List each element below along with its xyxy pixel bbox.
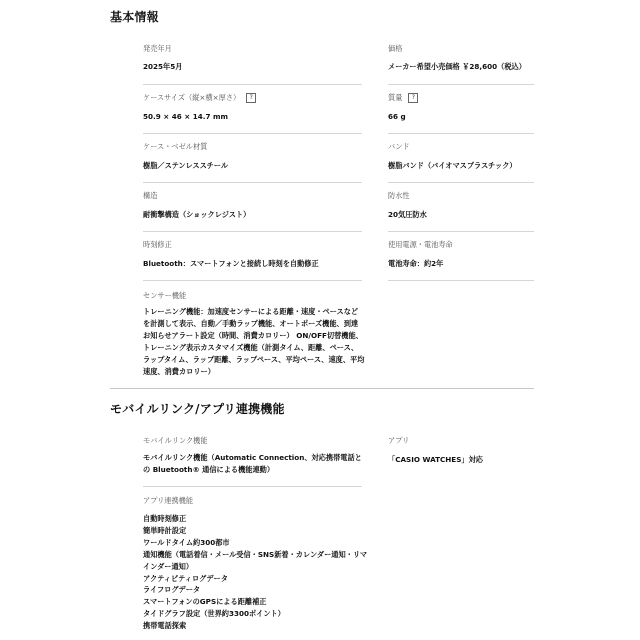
help-icon[interactable]: ? <box>246 93 256 103</box>
case-size-label-text: ケースサイズ（縦×横×厚さ） <box>143 93 241 102</box>
divider <box>143 280 362 281</box>
section-title-mobile: モバイルリンク/アプリ連携機能 <box>110 402 285 416</box>
divider <box>388 133 534 134</box>
material-label: ケース・ベゼル材質 <box>143 142 208 151</box>
weight-label-text: 質量 <box>388 93 403 102</box>
case-size-label <box>143 93 256 103</box>
water-value: 20気圧防水 <box>388 210 427 219</box>
divider <box>143 182 362 183</box>
list-item: 携帯電話探索 <box>143 621 187 631</box>
weight-value: 66 g <box>388 112 406 121</box>
power-label: 使用電源・電池寿命 <box>388 240 453 249</box>
list-item: ワールドタイム約300都市 <box>143 537 230 547</box>
divider <box>143 84 362 85</box>
section-title-basic: 基本情報 <box>110 10 159 24</box>
list-item: ライフログデータ <box>143 585 201 595</box>
weight-label <box>388 93 418 103</box>
power-value: 電池寿命：約2年 <box>388 259 444 268</box>
band-label: バンド <box>388 142 410 151</box>
divider <box>143 231 362 232</box>
mobile-link-value: モバイルリンク機能（Automatic Connection、対応携帯電話との Bluetooth® 通信による機能連動） <box>143 453 362 474</box>
water-label: 防水性 <box>388 191 410 200</box>
sensor-value: トレーニング機能：加速度センサーによる距離・速度・ペースなどを計測して表示、自動／手動ラップ機能、オートポーズ機能、到達お知らせアラート設定（時間、消費カロリー） ON/OFF切替機能、トレーニング表示カスタマイズ機能（計測タイム、距離、ペース、ラップタイム、ラップ距離、ラップペース、平均ペース、速度、平均速度、消費カロリー） <box>143 307 365 376</box>
material-value: 樹脂／ステンレススチール <box>143 161 229 170</box>
app-value: 「CASIO WATCHES」対応 <box>388 455 483 464</box>
divider <box>388 84 534 85</box>
price-value: メーカー希望小売価格 ￥28,600（税込） <box>388 62 526 71</box>
structure-value: 耐衝撃構造（ショックレジスト） <box>143 210 251 219</box>
section-divider <box>110 388 534 389</box>
list-item: 自動時刻修正 <box>143 514 187 523</box>
time-correction-value: Bluetooth：スマートフォンと接続し時刻を自動修正 <box>143 259 319 268</box>
band-value: 樹脂バンド（バイオマスプラスチック） <box>388 161 517 170</box>
mobile-link-label: モバイルリンク機能 <box>143 436 208 445</box>
app-label: アプリ <box>388 436 410 445</box>
list-item: スマートフォンのGPSによる距離補正 <box>143 597 267 607</box>
divider <box>143 133 362 134</box>
release-label: 発売年月 <box>143 44 172 53</box>
list-item: タイドグラフ設定（世界約3300ポイント） <box>143 609 285 619</box>
help-icon[interactable]: ? <box>408 93 418 103</box>
sensor-label: センサー機能 <box>143 291 187 300</box>
divider <box>388 280 534 281</box>
time-correction-label: 時刻修正 <box>143 240 172 249</box>
app-features-list <box>143 513 373 632</box>
list-item: 通知機能（電話着信・メール受信・SNS新着・カレンダー通知・リマインダー通知） <box>143 549 368 571</box>
list-item: 簡単時計設定 <box>143 525 187 535</box>
divider <box>388 182 534 183</box>
structure-label: 構造 <box>143 191 158 200</box>
case-size-value: 50.9 × 46 × 14.7 mm <box>143 112 229 121</box>
divider <box>388 231 534 232</box>
price-label: 価格 <box>388 44 403 53</box>
list-item: アクティビティログデータ <box>143 573 228 583</box>
divider <box>143 486 362 487</box>
release-value: 2025年5月 <box>143 62 183 71</box>
app-features-label: アプリ連携機能 <box>143 496 194 505</box>
